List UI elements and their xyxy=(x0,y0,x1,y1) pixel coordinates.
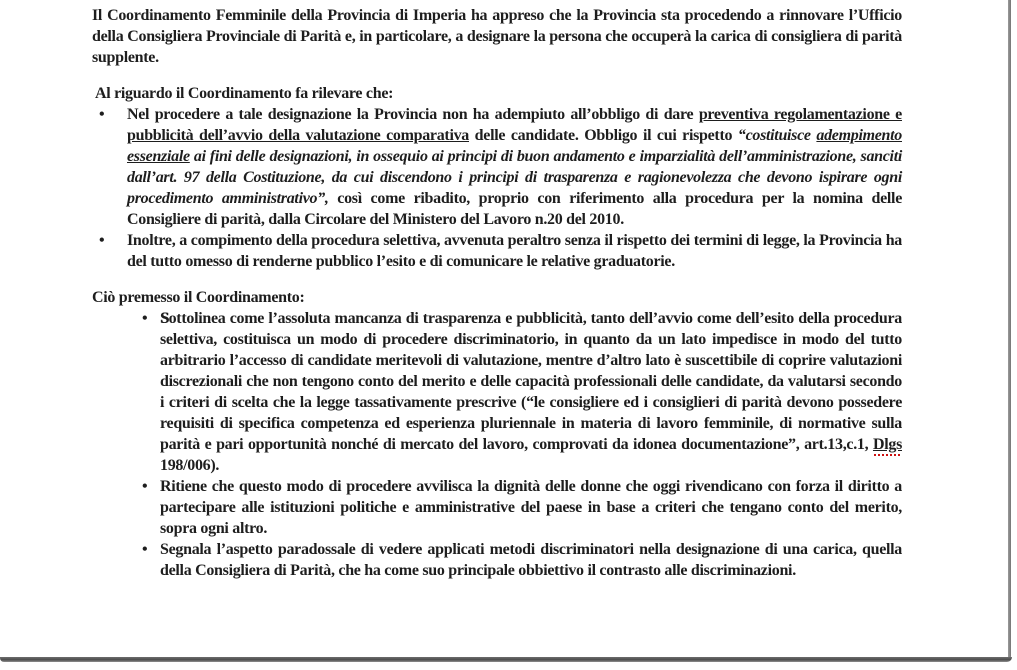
conclusions-list xyxy=(92,308,902,581)
lead-in-2: Ciò premesso il Coordinamento: xyxy=(92,289,305,306)
observation-item-1-text: Nel procedere a tale designazione la Provincia non ha adempiuto all’obbligo di dare preventiva regolamentazione e pubblicità dell’avvio della valutazione comparativa delle candidate. Obbligo il cui rispetto “costituisce adempimento essenziale ai fini delle designazioni, in ossequio ai principi di buon andamento e imparzialità dell’amministrazione, sanciti dall’art. 97 della Costituzione, da cui discendono i principi di trasparenza e ragionevolezza che devono ispirare ogni procedimento amministrativo”, così come ribadito, proprio con riferimento alla procedura per la nomina delle Consigliere di parità, dalla Circolare del Ministero del Lavoro n.20 del 2010. xyxy=(127,106,902,228)
bullet-icon: • xyxy=(99,106,105,123)
conclusion-item-1 xyxy=(92,308,902,476)
observation-item-1 xyxy=(92,104,902,230)
document-content xyxy=(92,5,902,581)
lead-in-1: Al riguardo il Coordinamento fa rilevare che: xyxy=(95,85,394,102)
drop-shadow-right-edge xyxy=(1008,0,1011,658)
drop-shadow-bottom-edge xyxy=(0,657,1012,662)
observations-list xyxy=(92,104,902,272)
observation-item-2-text: Inoltre, a compimento della procedura selettiva, avvenuta peraltro senza il rispetto dei termini di legge, la Provincia ha del tutto omesso di renderne pubblico l’esito e di comunicare le relative graduatorie. xyxy=(127,232,902,270)
observation-item-2 xyxy=(92,230,902,272)
conclusion-item-3-text: Segnala l’aspetto paradossale di vedere applicati metodi discriminatori nella designazione di una carica, quella della Consigliera di Parità, che ha come suo principale obbiettivo il contrasto alle discriminazioni. xyxy=(160,541,902,579)
paragraph-spacer xyxy=(92,68,902,83)
bullet-icon: • xyxy=(142,541,148,558)
bullet-icon: • xyxy=(142,310,148,327)
conclusion-item-2 xyxy=(92,476,902,539)
intro-paragraph: Il Coordinamento Femminile della Provincia di Imperia ha appreso che la Provincia sta procedendo a rinnovare l’Ufficio della Consigliera Provinciale di Parità e, in particolare, a designare la persona che occuperà la carica di consigliera di parità supplente. xyxy=(92,7,902,66)
conclusion-item-2-text: Ritiene che questo modo di procedere avvilisca la dignità delle donne che oggi rivendicano con forza il diritto a partecipare alle istituzioni politiche e amministrative del paese in base a criteri che tengano conto del merito, sopra ogni altro. xyxy=(160,478,902,537)
conclusion-item-1-text: Sottolinea come l’assoluta mancanza di trasparenza e pubblicità, tanto dell’avvio come dell’esito della procedura selettiva, costituisca un modo di procedere discriminatorio, in quanto da un lato impedisce in modo del tutto arbitrario l’accesso di candidate meritevoli di valutazione, mentre d’altro lato è suscettibile di coprire valutazioni discrezionali che non tengono conto del merito e delle capacità professionali delle candidate, da valutarsi secondo i criteri di scelta che la legge tassativamente prescrive (“le consigliere ed i consiglieri di parità devono possedere requisiti di specifica competenza ed esperienza pluriennale in materia di lavoro femminile, di normative sulla parità e pari opportunità nonché di mercato del lavoro, comprovati da idonea documentazione”, art.13,c.1, Dlgs 198/006). xyxy=(160,310,902,474)
conclusion-item-3 xyxy=(92,539,902,581)
bullet-icon: • xyxy=(142,478,148,495)
paragraph-spacer xyxy=(92,272,902,287)
bullet-icon: • xyxy=(99,232,105,249)
